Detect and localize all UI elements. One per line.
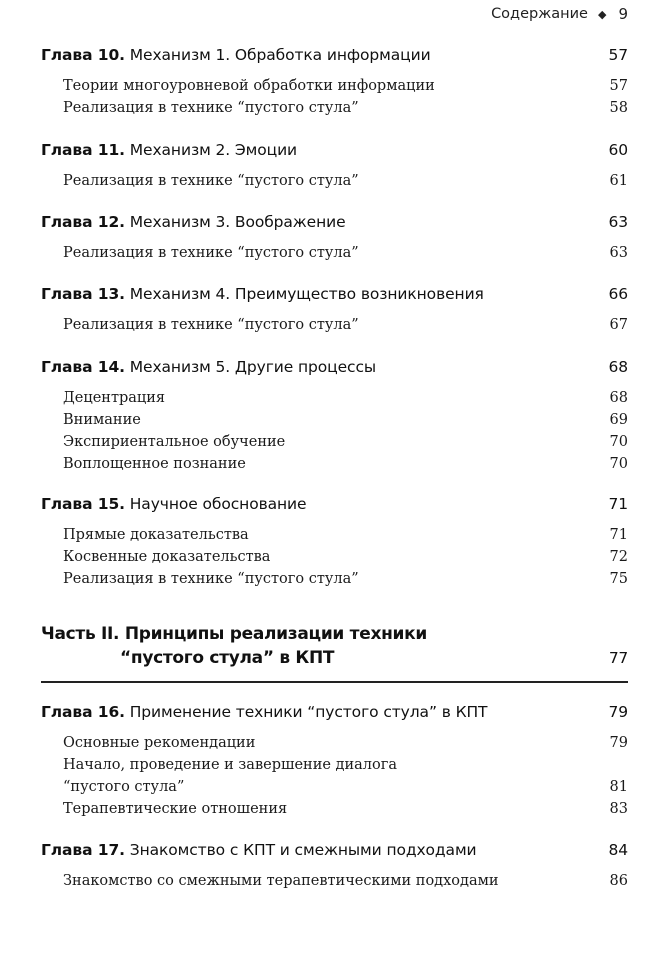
toc-chapter-16: [41, 702, 628, 820]
section-list: [63, 524, 628, 590]
chapter-label: Глава 17.: [41, 841, 125, 859]
chapter-label: Глава 15.: [41, 495, 125, 513]
section-list: [63, 870, 628, 892]
toc-chapter-14: [41, 357, 628, 475]
section-list: [63, 732, 628, 820]
chapter-page: 57: [608, 46, 628, 64]
toc-section: Прямые доказательства 71: [63, 527, 628, 543]
part-title-line2: “пустого стула” в КПТ: [120, 648, 335, 668]
toc-chapter-17: [41, 840, 628, 892]
chapter-page: 84: [608, 841, 628, 859]
toc-section: Реализация в технике “пустого стула” 61: [63, 173, 628, 189]
chapter-label: Глава 14.: [41, 358, 125, 376]
section-list: [63, 314, 628, 336]
toc-section: Реализация в технике “пустого стула” 58: [63, 100, 628, 116]
chapter-page: 79: [608, 703, 628, 721]
toc-section: Воплощенное познание 70: [63, 456, 628, 472]
chapter-page: 66: [608, 285, 628, 303]
chapter-title: Применение техники “пустого стула” в КПТ: [129, 703, 488, 721]
chapter-label: Глава 10.: [41, 46, 125, 64]
toc-section: Внимание 69: [63, 412, 628, 428]
chapter-page: 68: [608, 358, 628, 376]
part-title-line1: Часть II. Принципы реализации техники: [41, 624, 428, 644]
part-page: 77: [608, 649, 628, 667]
toc-section: “пустого стула” 81: [63, 779, 628, 795]
diamond-icon: ◆: [597, 7, 607, 21]
chapter-title: Механизм 3. Воображение: [129, 213, 346, 231]
chapter-label: Глава 11.: [41, 141, 125, 159]
chapter-title: Механизм 1. Обработка информации: [129, 46, 431, 64]
chapter-label: Глава 16.: [41, 703, 125, 721]
toc-section: Начало, проведение и завершение диалога: [63, 757, 397, 773]
toc-part-2: [41, 622, 628, 670]
toc-section: Реализация в технике “пустого стула” 67: [63, 317, 628, 333]
toc-chapter-15: [41, 494, 628, 590]
chapter-label: Глава 13.: [41, 285, 125, 303]
toc-chapter-13: [41, 284, 628, 336]
chapter-label: Глава 12.: [41, 213, 125, 231]
toc-section: Теории многоуровневой обработки информации 57: [63, 78, 628, 94]
chapter-title: Знакомство с КПТ и смежными подходами: [129, 841, 477, 859]
page-number: 9: [618, 5, 628, 23]
toc-section: Реализация в технике “пустого стула” 63: [63, 245, 628, 261]
chapter-title: Научное обоснование: [129, 495, 307, 513]
toc-chapter-10: [41, 45, 628, 119]
running-head: [491, 5, 628, 23]
section-list: [63, 75, 628, 119]
toc-section: Децентрация 68: [63, 390, 628, 406]
toc-section: Косвенные доказательства 72: [63, 549, 628, 565]
running-head-title: Содержание: [491, 6, 588, 22]
chapter-title: Механизм 2. Эмоции: [129, 141, 298, 159]
part-divider: [41, 681, 628, 683]
toc-section: Знакомство со смежными терапевтическими подходами 86: [63, 873, 628, 889]
section-list: [63, 387, 628, 475]
toc-section: Экспириентальное обучение 70: [63, 434, 628, 450]
section-list: [63, 242, 628, 264]
chapter-page: 63: [608, 213, 628, 231]
toc-chapter-12: [41, 212, 628, 264]
section-list: [63, 170, 628, 192]
toc-section: Основные рекомендации 79: [63, 735, 628, 751]
toc-section: Реализация в технике “пустого стула” 75: [63, 571, 628, 587]
toc-section: Терапевтические отношения 83: [63, 801, 628, 817]
chapter-title: Механизм 5. Другие процессы: [129, 358, 377, 376]
chapter-page: 71: [608, 495, 628, 513]
toc-chapter-11: [41, 140, 628, 192]
chapter-page: 60: [608, 141, 628, 159]
chapter-title: Механизм 4. Преимущество возникновения: [129, 285, 484, 303]
